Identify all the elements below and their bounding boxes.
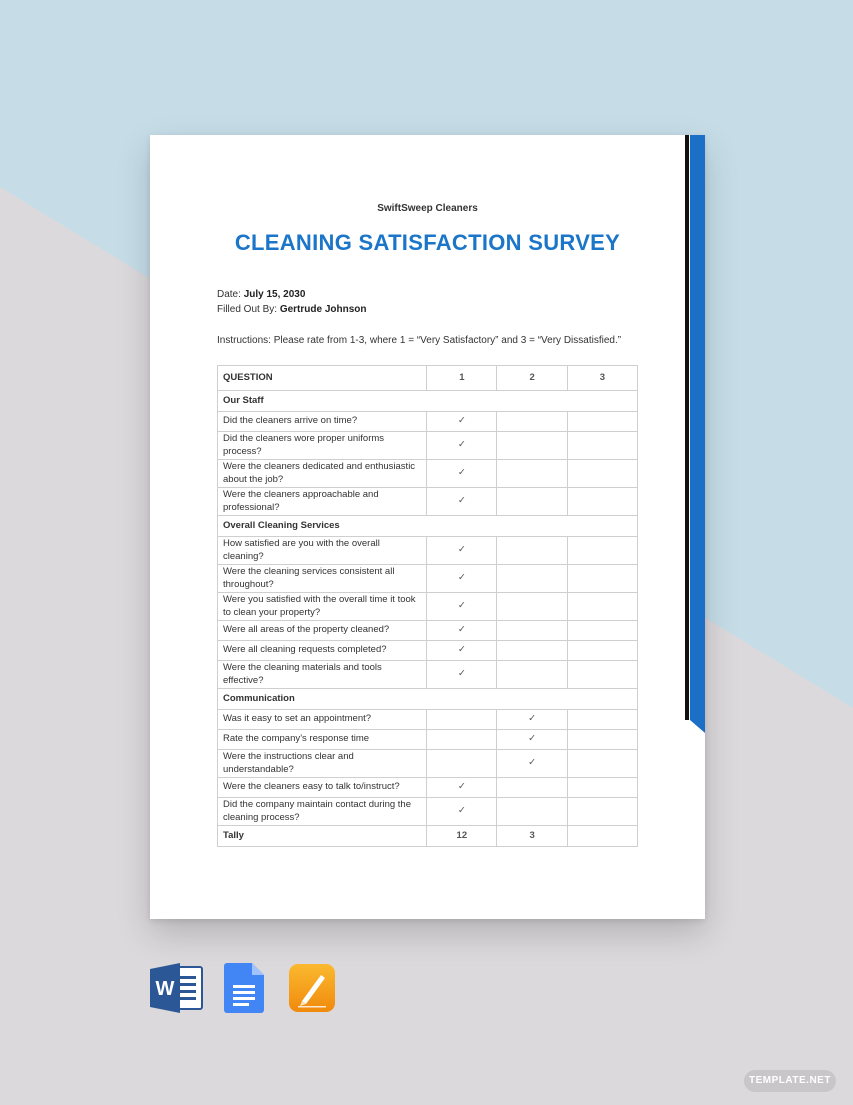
date-label: Date:	[217, 289, 244, 300]
table-row	[218, 641, 638, 661]
google-docs-icon	[224, 963, 266, 1018]
tally-label: Tally	[218, 826, 427, 847]
rating-cell-1	[427, 460, 497, 488]
date-value: July 15, 2030	[243, 289, 306, 300]
rating-cell-3	[567, 621, 637, 641]
rating-cell-3	[567, 412, 637, 432]
header-rating-2: 2	[497, 366, 567, 391]
rating-cell-3	[567, 750, 637, 778]
rating-cell-1	[427, 798, 497, 826]
check-icon: ✓	[457, 644, 466, 656]
rating-cell-2	[497, 710, 567, 730]
table-row	[218, 778, 638, 798]
table-row	[218, 412, 638, 432]
company-name: SwiftSweep Cleaners	[377, 203, 478, 214]
rating-cell-1	[427, 661, 497, 689]
table-header-row	[218, 366, 638, 391]
question-text: Was it easy to set an appointment?	[218, 710, 427, 730]
section-title: Our Staff	[218, 391, 638, 412]
table-row	[218, 730, 638, 750]
rating-cell-3	[567, 661, 637, 689]
rating-cell-2	[497, 778, 567, 798]
rating-cell-2	[497, 565, 567, 593]
rating-cell-1	[427, 488, 497, 516]
rating-cell-2	[497, 621, 567, 641]
question-text: Were the instructions clear and understandable?	[218, 750, 427, 778]
question-text: Were all cleaning requests completed?	[218, 641, 427, 661]
rating-cell-1	[427, 432, 497, 460]
rating-cell-2	[497, 641, 567, 661]
rating-cell-3	[567, 565, 637, 593]
check-icon: ✓	[457, 415, 466, 427]
question-text: Were the cleaners dedicated and enthusiastic about the job?	[218, 460, 427, 488]
question-text: Were the cleaners easy to talk to/instruct?	[218, 778, 427, 798]
table-row	[218, 621, 638, 641]
check-icon: ✓	[457, 544, 466, 556]
table-row	[218, 710, 638, 730]
rating-cell-2	[497, 488, 567, 516]
table-row	[218, 537, 638, 565]
rating-cell-3	[567, 488, 637, 516]
rating-cell-1	[427, 710, 497, 730]
question-text: Were the cleaning services consistent all throughout?	[218, 565, 427, 593]
rating-cell-3	[567, 730, 637, 750]
pages-icon	[288, 963, 336, 1018]
header-question: QUESTION	[218, 366, 427, 391]
rating-cell-3	[567, 460, 637, 488]
section-row	[218, 516, 638, 537]
tally-1: 12	[427, 826, 497, 847]
header-rating-1: 1	[427, 366, 497, 391]
question-text: Were the cleaners approachable and professional?	[218, 488, 427, 516]
check-icon: ✓	[528, 757, 537, 769]
filled-by-label: Filled Out By:	[217, 304, 280, 315]
rating-cell-1	[427, 593, 497, 621]
rating-cell-3	[567, 432, 637, 460]
check-icon: ✓	[457, 572, 466, 584]
section-row	[218, 391, 638, 412]
rating-cell-3	[567, 593, 637, 621]
filled-by-line	[217, 304, 367, 315]
rating-cell-2	[497, 750, 567, 778]
rating-cell-2	[497, 593, 567, 621]
rating-cell-1	[427, 537, 497, 565]
rating-cell-2	[497, 537, 567, 565]
check-icon: ✓	[528, 713, 537, 725]
rating-cell-3	[567, 778, 637, 798]
question-text: How satisfied are you with the overall cleaning?	[218, 537, 427, 565]
table-row	[218, 750, 638, 778]
rating-cell-3	[567, 798, 637, 826]
check-icon: ✓	[457, 467, 466, 479]
rating-cell-3	[567, 537, 637, 565]
table-row	[218, 593, 638, 621]
tally-row	[218, 826, 638, 847]
question-text: Did the cleaners arrive on time?	[218, 412, 427, 432]
check-icon: ✓	[457, 495, 466, 507]
rating-cell-2	[497, 432, 567, 460]
section-title: Overall Cleaning Services	[218, 516, 638, 537]
rating-cell-1	[427, 778, 497, 798]
question-text: Were the cleaning materials and tools effective?	[218, 661, 427, 689]
date-line	[217, 289, 305, 300]
table-row	[218, 565, 638, 593]
word-icon	[150, 963, 204, 1018]
table-row	[218, 460, 638, 488]
check-icon: ✓	[457, 805, 466, 817]
rating-cell-2	[497, 730, 567, 750]
rating-cell-1	[427, 412, 497, 432]
rating-cell-1	[427, 641, 497, 661]
question-text: Did the company maintain contact during the cleaning process?	[218, 798, 427, 826]
table-row	[218, 798, 638, 826]
header-rating-3: 3	[567, 366, 637, 391]
rating-cell-2	[497, 460, 567, 488]
word-letter: W	[155, 978, 175, 1000]
section-title: Communication	[218, 689, 638, 710]
template-net-watermark: TEMPLATE.NET	[744, 1070, 836, 1092]
rating-cell-3	[567, 641, 637, 661]
question-text: Were all areas of the property cleaned?	[218, 621, 427, 641]
document-title: CLEANING SATISFACTION SURVEY	[234, 230, 621, 255]
check-icon: ✓	[457, 781, 466, 793]
rating-cell-1	[427, 750, 497, 778]
question-text: Rate the company’s response time	[218, 730, 427, 750]
rating-cell-3	[567, 710, 637, 730]
rating-cell-1	[427, 565, 497, 593]
instructions: Instructions: Please rate from 1-3, where 1 = “Very Satisfactory” and 3 = “Very Dissatisfied.”	[217, 335, 622, 346]
question-text: Did the cleaners wore proper uniforms process?	[218, 432, 427, 460]
tally-3	[567, 826, 637, 847]
rating-cell-2	[497, 798, 567, 826]
rating-cell-1	[427, 730, 497, 750]
rating-cell-1	[427, 621, 497, 641]
table-row	[218, 661, 638, 689]
question-text: Were you satisfied with the overall time it took to clean your property?	[218, 593, 427, 621]
check-icon: ✓	[457, 668, 466, 680]
rating-cell-2	[497, 412, 567, 432]
check-icon: ✓	[457, 624, 466, 636]
tally-2: 3	[497, 826, 567, 847]
table-row	[218, 488, 638, 516]
filled-by-value: Gertrude Johnson	[279, 304, 367, 315]
table-row	[218, 432, 638, 460]
section-row	[218, 689, 638, 710]
check-icon: ✓	[528, 733, 537, 745]
check-icon: ✓	[457, 600, 466, 612]
page-accent-black-stripe	[685, 135, 689, 720]
rating-cell-2	[497, 661, 567, 689]
survey-table	[217, 365, 638, 847]
check-icon: ✓	[457, 439, 466, 451]
document-page	[150, 135, 705, 919]
